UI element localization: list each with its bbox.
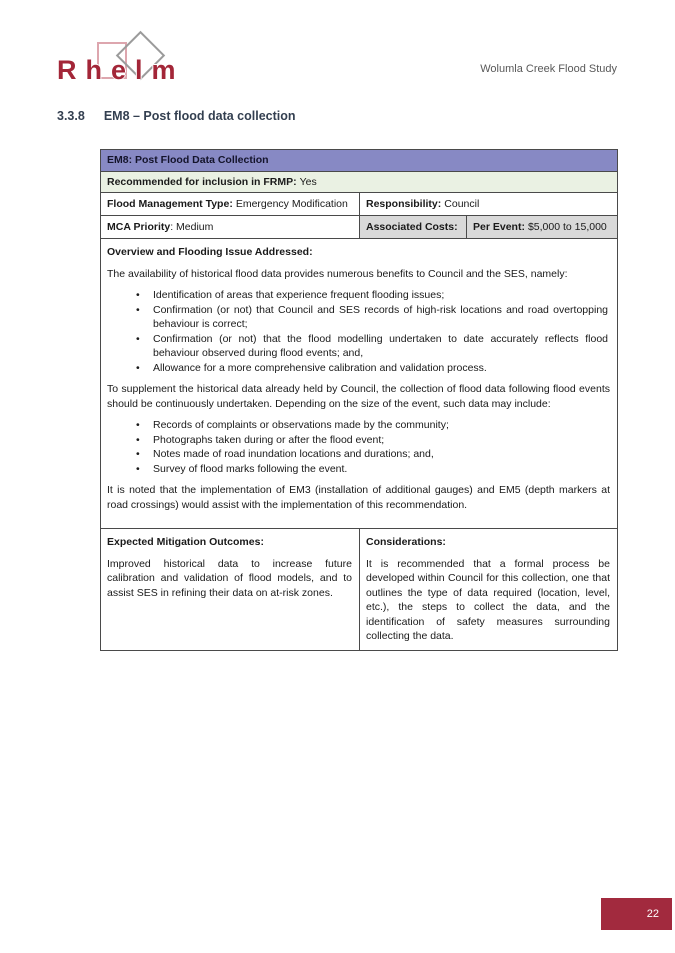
bullet-item: • Photographs taken during or after the flood event;	[136, 433, 385, 446]
overview-para-2: To supplement the historical data already held by Council, the collection of flood data following flood events should be continuously undertaken. Depending on the size of the event, such data may include:	[107, 383, 610, 410]
bullet-marker: •	[136, 332, 140, 345]
outcomes-text: Improved historical data to increase future calibration and validation of flood models, and to assist SES in refining their data on at-risk zones.	[107, 557, 352, 599]
overview-bullet-list-2	[107, 418, 610, 476]
bullet-marker: •	[136, 448, 140, 461]
rhelm-logo	[57, 30, 207, 86]
associated-costs-label: Associated Costs:	[366, 221, 458, 234]
bullet-item: • Identification of areas that experience frequent flooding issues;	[136, 289, 445, 302]
document-title: Wolumla Creek Flood Study	[480, 63, 617, 75]
bullet-marker: •	[136, 462, 140, 475]
frmp-value: Yes	[299, 176, 317, 188]
logo-text: Rhelm	[57, 55, 185, 85]
priority-costs-row	[101, 215, 617, 238]
bullet-item: • Notes made of road inundation locations and durations; and,	[136, 448, 434, 461]
per-event-cell	[466, 216, 617, 238]
per-event-label: Per Event:	[473, 221, 525, 234]
overview-para-1: The availability of historical flood data provides numerous benefits to Council and the SES, namely:	[107, 267, 568, 280]
per-event-value: $5,000 to 15,000	[527, 221, 607, 234]
outcomes-considerations-row	[101, 528, 617, 649]
bullet-marker: •	[136, 361, 140, 374]
associated-costs-cell	[359, 216, 466, 238]
bullet-item: • Records of complaints or observations made by the community;	[136, 419, 449, 432]
considerations-cell	[359, 529, 617, 649]
section-title: EM8 – Post flood data collection	[103, 109, 296, 123]
em8-table	[100, 149, 618, 651]
mca-priority-cell	[101, 216, 359, 238]
bullet-marker: •	[136, 433, 140, 446]
page-number-badge	[601, 898, 672, 930]
responsibility-value: Council	[444, 198, 480, 211]
bullet-item: • Confirmation (or not) that the flood modelling undertaken to date accurately reflects flood behaviour observed during flood events; and,	[136, 332, 608, 360]
overview-heading: Overview and Flooding Issue Addressed:	[107, 246, 313, 259]
mca-priority-label: MCA Priority	[107, 221, 171, 234]
table-title: EM8: Post Flood Data Collection	[107, 154, 269, 167]
bullet-item: • Confirmation (or not) that Council and SES records of high-risk locations and road overtopping behaviour is correct;	[136, 303, 608, 331]
bullet-marker: •	[136, 303, 140, 316]
considerations-text: It is recommended that a formal process be developed within Council for this collection, one that outlines the type of data required (location, level, etc.), the steps to collect the data, and the identification of safety measures surrounding collecting the data.	[366, 557, 610, 643]
flood-management-cell	[101, 193, 359, 215]
section-heading	[57, 109, 296, 123]
bullet-marker: •	[136, 419, 140, 432]
page-number: 22	[646, 908, 659, 920]
frmp-row	[101, 171, 617, 192]
overview-bullet-list-1	[107, 288, 610, 375]
overview-cell	[101, 239, 617, 528]
bullet-item: • Allowance for a more comprehensive calibration and validation process.	[136, 361, 487, 374]
considerations-heading: Considerations:	[366, 536, 446, 549]
bullet-item: • Survey of flood marks following the event.	[136, 462, 348, 475]
flood-management-label: Flood Management Type:	[107, 198, 233, 211]
frmp-cell	[101, 172, 324, 192]
overview-row	[101, 238, 617, 528]
frmp-label: Recommended for inclusion in FRMP:	[107, 176, 297, 188]
section-number: 3.3.8	[57, 109, 85, 123]
overview-para-3: It is noted that the implementation of EM3 (installation of additional gauges) and EM5 (depth markers at road crossings) would assist with the implementation of this recommendation.	[107, 484, 610, 511]
responsibility-label: Responsibility:	[366, 198, 442, 211]
outcomes-cell	[101, 529, 359, 649]
outcomes-heading: Expected Mitigation Outcomes:	[107, 536, 264, 549]
table-title-row	[101, 150, 617, 171]
responsibility-cell	[359, 193, 617, 215]
type-responsibility-row	[101, 192, 617, 215]
mca-priority-value: : Medium	[170, 221, 214, 234]
flood-management-value: Emergency Modification	[235, 198, 348, 211]
bullet-marker: •	[136, 289, 140, 302]
